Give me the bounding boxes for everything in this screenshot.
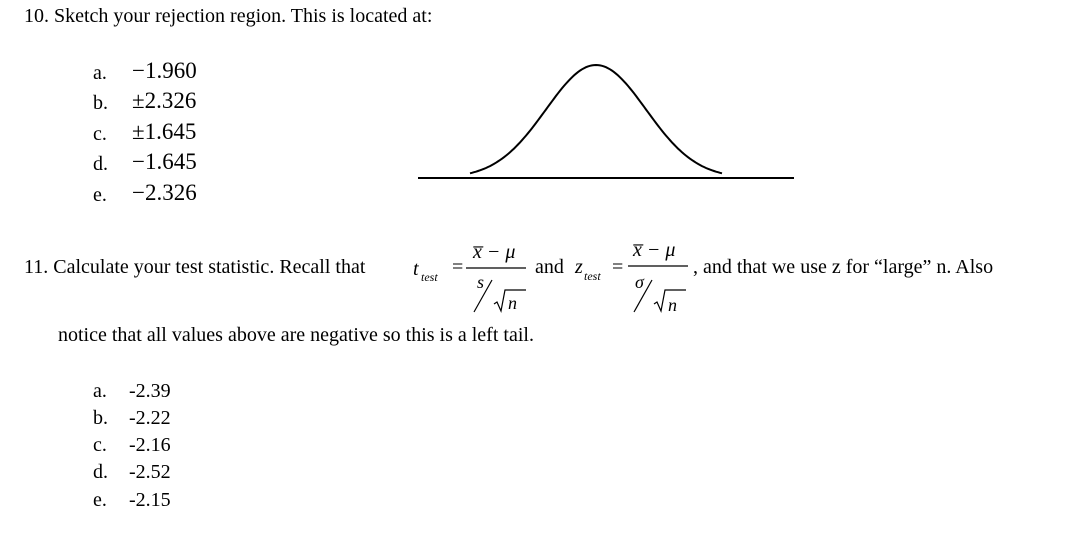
option-letter: c. xyxy=(93,123,107,145)
option-letter: b. xyxy=(93,92,108,114)
t-variable: t xyxy=(413,258,419,280)
option-letter: e. xyxy=(93,184,107,206)
option-value: −2.326 xyxy=(132,180,197,205)
and-text: and xyxy=(535,256,564,278)
t-fraction-lines xyxy=(460,266,540,316)
question-11-prompt-start: 11. Calculate your test statistic. Recall that xyxy=(24,256,366,278)
denominator-n: n xyxy=(668,295,677,315)
question-11-prompt-end: , and that we use z for “large” n. Also xyxy=(693,256,994,278)
equals-sign: = xyxy=(452,256,464,278)
option-letter: e. xyxy=(93,489,107,511)
option-letter: a. xyxy=(93,380,107,402)
equals-sign: = xyxy=(612,256,624,278)
t-subscript: test xyxy=(421,270,438,284)
option-value: -2.39 xyxy=(129,380,171,402)
question-11-line2: notice that all values above are negative so this is a left tail. xyxy=(58,324,534,346)
option-letter: a. xyxy=(93,62,107,84)
numerator: x̅ − μ xyxy=(633,239,676,261)
option-letter: c. xyxy=(93,434,107,456)
option-value: -2.15 xyxy=(129,489,171,511)
option-value: ±1.645 xyxy=(132,119,197,144)
z-subscript: test xyxy=(584,269,601,283)
option-value: -2.16 xyxy=(129,434,171,456)
option-value: -2.22 xyxy=(129,407,171,429)
denominator-n: n xyxy=(508,293,517,313)
z-variable: z xyxy=(575,256,583,278)
option-value: −1.960 xyxy=(132,58,197,83)
option-value: -2.52 xyxy=(129,461,171,483)
option-value: ±2.326 xyxy=(132,88,197,113)
question-10-prompt: 10. Sketch your rejection region. This is located at: xyxy=(24,5,433,27)
option-value: −1.645 xyxy=(132,149,197,174)
z-denominator-top: σ xyxy=(635,272,644,292)
option-letter: d. xyxy=(93,461,108,483)
numerator: x̅ − μ xyxy=(473,241,516,263)
normal-curve xyxy=(470,65,722,173)
option-letter: b. xyxy=(93,407,108,429)
z-fraction-lines xyxy=(622,264,702,316)
t-denominator-top: s xyxy=(477,272,485,292)
option-letter: d. xyxy=(93,153,108,175)
